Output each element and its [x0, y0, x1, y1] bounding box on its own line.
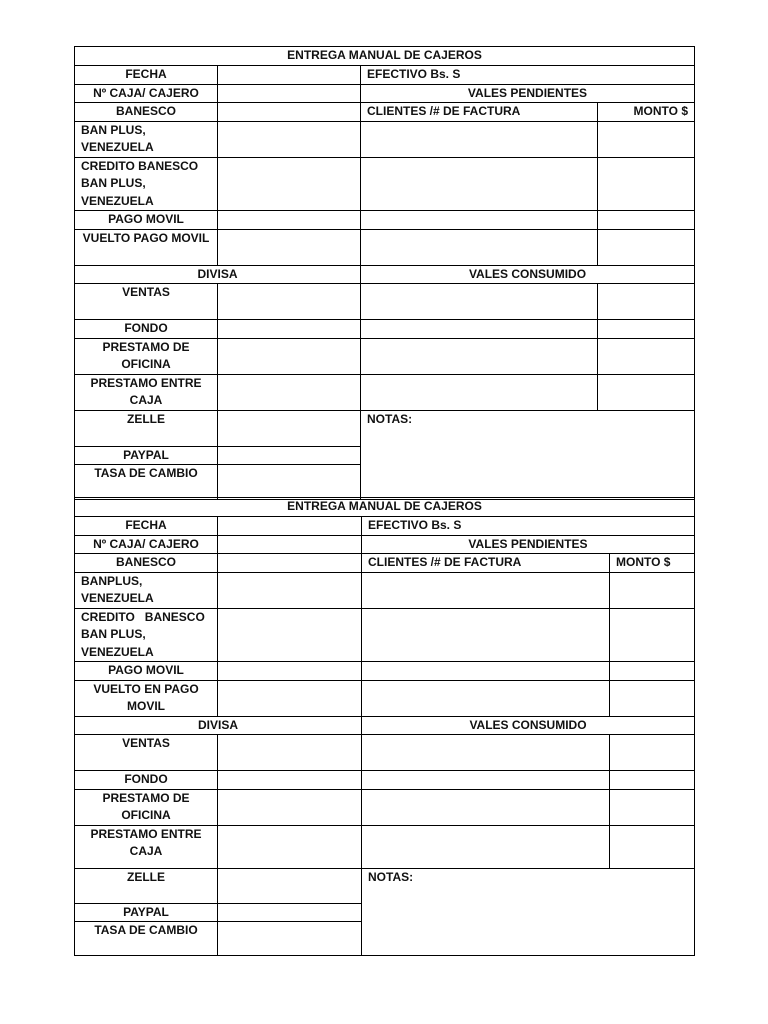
fecha-label: FECHA — [75, 517, 218, 536]
vale-monto-field[interactable] — [598, 229, 695, 265]
consumido-cliente-field[interactable] — [361, 284, 598, 320]
consumido-cliente-field[interactable] — [362, 735, 610, 771]
notas-field[interactable] — [362, 868, 695, 956]
notas-label: NOTAS: — [368, 869, 414, 884]
consumido-cliente-field[interactable] — [362, 771, 610, 790]
clientes-factura-header: CLIENTES /# DE FACTURA — [362, 554, 610, 573]
credito-label-line2: BAN PLUS, VENEZUELA — [81, 176, 154, 208]
prestamo-oficina-line1: PRESTAMO DE — [102, 339, 190, 354]
credito-field[interactable] — [218, 608, 362, 662]
prestamo-caja-field[interactable] — [218, 374, 361, 410]
consumido-cliente-field[interactable] — [361, 374, 598, 410]
caja-cajero-label: Nº CAJA/ CAJERO — [75, 535, 218, 554]
fecha-label: FECHA — [75, 66, 218, 85]
vale-monto-field[interactable] — [598, 157, 695, 211]
consumido-cliente-field[interactable] — [361, 320, 598, 339]
credito-label — [75, 608, 218, 662]
paypal-field[interactable] — [218, 446, 361, 465]
vuelto-pago-movil-label: VUELTO PAGO MOVIL — [75, 229, 218, 265]
credito-label-line1: CREDITO BANESCO — [81, 158, 199, 173]
vale-cliente-field[interactable] — [361, 229, 598, 265]
banesco-label: BANESCO — [75, 103, 218, 122]
ventas-label: VENTAS — [75, 735, 218, 771]
ban-plus-label: BANPLUS, VENEZUELA — [75, 572, 218, 608]
vuelto-pago-movil-field[interactable] — [218, 680, 362, 716]
divisa-heading: DIVISA — [75, 716, 362, 735]
pago-movil-label: PAGO MOVIL — [75, 211, 218, 230]
caja-cajero-field[interactable] — [218, 535, 362, 554]
credito-field[interactable] — [218, 157, 361, 211]
ban-plus-field[interactable] — [218, 121, 361, 157]
banesco-field[interactable] — [218, 103, 361, 122]
consumido-cliente-field[interactable] — [362, 825, 610, 868]
efectivo-field[interactable] — [361, 66, 695, 85]
tasa-cambio-label: TASA DE CAMBIO — [75, 922, 218, 956]
vale-monto-field[interactable] — [610, 572, 695, 608]
vale-cliente-field[interactable] — [362, 608, 610, 662]
zelle-label: ZELLE — [75, 868, 218, 903]
caja-cajero-field[interactable] — [218, 84, 361, 103]
zelle-field[interactable] — [218, 868, 362, 903]
paypal-label: PAYPAL — [75, 903, 218, 922]
vale-cliente-field[interactable] — [361, 157, 598, 211]
form-title: ENTREGA MANUAL DE CAJEROS — [75, 498, 695, 517]
consumido-cliente-field[interactable] — [361, 338, 598, 374]
consumido-monto-field[interactable] — [598, 338, 695, 374]
efectivo-field[interactable] — [362, 517, 695, 536]
paypal-field[interactable] — [218, 903, 362, 922]
consumido-monto-field[interactable] — [598, 374, 695, 410]
notas-label: NOTAS: — [367, 411, 413, 426]
vuelto-pago-movil-field[interactable] — [218, 229, 361, 265]
prestamo-oficina-field[interactable] — [218, 338, 361, 374]
credito-label-line1: CREDITO BANESCO — [81, 609, 205, 624]
vale-cliente-field[interactable] — [362, 572, 610, 608]
ventas-field[interactable] — [218, 284, 361, 320]
prestamo-oficina-label — [75, 338, 218, 374]
monto-header: MONTO $ — [598, 103, 695, 122]
efectivo-label: EFECTIVO Bs. S — [368, 518, 462, 532]
fondo-label: FONDO — [75, 771, 218, 790]
cashier-form-1 — [74, 46, 694, 500]
vales-consumido-heading: VALES CONSUMIDO — [362, 716, 695, 735]
vales-consumido-heading: VALES CONSUMIDO — [361, 265, 695, 284]
prestamo-oficina-line2: OFICINA — [121, 357, 171, 371]
cashier-form-2 — [74, 497, 694, 956]
ban-plus-label: BAN PLUS, VENEZUELA — [75, 121, 218, 157]
banesco-label: BANESCO — [75, 554, 218, 573]
vales-pendientes-heading: VALES PENDIENTES — [362, 535, 695, 554]
consumido-monto-field[interactable] — [610, 789, 695, 825]
vuelto-pago-movil-label — [75, 680, 218, 716]
divisa-heading: DIVISA — [75, 265, 361, 284]
clientes-factura-header: CLIENTES /# DE FACTURA — [361, 103, 598, 122]
prestamo-caja-line1: PRESTAMO ENTRE — [90, 375, 202, 390]
tasa-cambio-field[interactable] — [218, 922, 362, 956]
consumido-monto-field[interactable] — [610, 771, 695, 790]
vuelto-line1: VUELTO EN PAGO — [93, 681, 199, 696]
vale-cliente-field[interactable] — [362, 662, 610, 681]
efectivo-label: EFECTIVO Bs. S — [367, 67, 461, 81]
pago-movil-field[interactable] — [218, 211, 361, 230]
tasa-cambio-label: TASA DE CAMBIO — [75, 465, 218, 500]
fecha-field[interactable] — [218, 517, 362, 536]
prestamo-caja-line2: CAJA — [129, 844, 163, 858]
vale-monto-field[interactable] — [598, 211, 695, 230]
zelle-label: ZELLE — [75, 410, 218, 446]
ventas-field[interactable] — [218, 735, 362, 771]
prestamo-oficina-field[interactable] — [218, 789, 362, 825]
consumido-monto-field[interactable] — [598, 284, 695, 320]
vale-cliente-field[interactable] — [361, 121, 598, 157]
banesco-field[interactable] — [218, 554, 362, 573]
vale-cliente-field[interactable] — [361, 211, 598, 230]
form-title: ENTREGA MANUAL DE CAJEROS — [75, 47, 695, 66]
vale-monto-field[interactable] — [598, 121, 695, 157]
tasa-cambio-field[interactable] — [218, 465, 361, 500]
notas-field[interactable] — [361, 410, 695, 500]
vale-monto-field[interactable] — [610, 608, 695, 662]
vuelto-line2: MOVIL — [127, 699, 165, 713]
caja-cajero-label: Nº CAJA/ CAJERO — [75, 84, 218, 103]
vale-cliente-field[interactable] — [362, 680, 610, 716]
pago-movil-label: PAGO MOVIL — [75, 662, 218, 681]
prestamo-oficina-line2: OFICINA — [121, 808, 171, 822]
ban-plus-field[interactable] — [218, 572, 362, 608]
fecha-field[interactable] — [218, 66, 361, 85]
pago-movil-field[interactable] — [218, 662, 362, 681]
prestamo-caja-line2: CAJA — [129, 393, 163, 407]
consumido-monto-field[interactable] — [610, 735, 695, 771]
monto-header: MONTO $ — [610, 554, 695, 573]
prestamo-oficina-label — [75, 789, 218, 825]
fondo-field[interactable] — [218, 771, 362, 790]
fondo-label: FONDO — [75, 320, 218, 339]
zelle-field[interactable] — [218, 410, 361, 446]
consumido-cliente-field[interactable] — [362, 789, 610, 825]
vales-pendientes-heading: VALES PENDIENTES — [361, 84, 695, 103]
fondo-field[interactable] — [218, 320, 361, 339]
credito-label — [75, 157, 218, 211]
consumido-monto-field[interactable] — [598, 320, 695, 339]
vale-monto-field[interactable] — [610, 680, 695, 716]
ventas-label: VENTAS — [75, 284, 218, 320]
consumido-monto-field[interactable] — [610, 825, 695, 868]
prestamo-caja-line1: PRESTAMO ENTRE — [90, 826, 202, 841]
prestamo-caja-label — [75, 374, 218, 410]
vale-monto-field[interactable] — [610, 662, 695, 681]
prestamo-caja-label — [75, 825, 218, 868]
paypal-label: PAYPAL — [75, 446, 218, 465]
credito-label-line2: BAN PLUS, VENEZUELA — [81, 627, 154, 659]
prestamo-oficina-line1: PRESTAMO DE — [102, 790, 190, 805]
prestamo-caja-field[interactable] — [218, 825, 362, 868]
